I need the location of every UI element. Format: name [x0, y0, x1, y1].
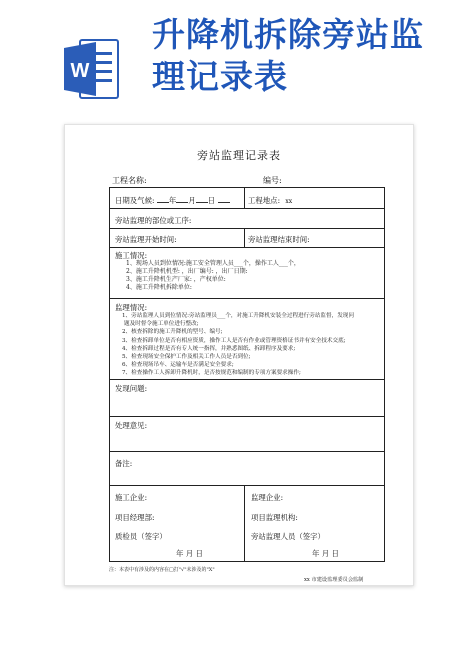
banner-title-line1: 升降机拆除旁站监: [152, 15, 424, 54]
date-blank[interactable]: [157, 202, 169, 203]
construction-item: 3、施工升降机生产厂家: ，产权单位:: [126, 276, 226, 283]
divider: [244, 485, 245, 561]
record-form-table: [109, 187, 385, 562]
divider: [110, 451, 384, 452]
construction-item: 4、施工升降机拆除单位:: [126, 284, 192, 291]
problems-label: 发现问题:: [115, 384, 148, 393]
word-icon: [62, 36, 120, 102]
form-title: 旁站监理记录表: [197, 149, 281, 162]
supervisor-person-label: 旁站监理人员（签字）: [251, 532, 325, 541]
inspector-label: 质检员（签字）: [115, 532, 167, 541]
supervision-item: 6、检查现场吊车、运输车是否满足安全要求;: [122, 362, 234, 369]
date-weather-row: [115, 195, 230, 206]
banner-title-line2: 理记录表: [152, 57, 288, 96]
divider: [110, 247, 384, 248]
site-row: [248, 195, 292, 206]
supervision-item: 1、旁站监理人员到位情况:旁站监理员___个，对施工升降机安装全过程进行旁站监督，发现问: [122, 313, 354, 319]
number-label: 编号:: [263, 176, 282, 185]
project-name-label: 工程名称:: [112, 176, 147, 185]
supervised-part-label: 旁站监理的部位或工序:: [115, 216, 192, 225]
construction-item: 2、施工升降机机型: ，出厂编号: ，出厂日期:: [126, 268, 248, 275]
supervision-item: 5、检查现场安全保护工作及相关工作人员是否到位;: [122, 354, 251, 361]
divider: [110, 228, 384, 229]
date-weather-label: 日期及气候:: [115, 196, 155, 205]
divider: [244, 188, 245, 208]
handling-label: 处理意见:: [115, 421, 148, 430]
contractor-label: 施工企业:: [115, 493, 148, 502]
remarks-label: 备注:: [115, 459, 133, 468]
divider: [110, 208, 384, 209]
construction-list: [126, 260, 300, 292]
record-form-page: [64, 124, 414, 586]
date-day: 日: [207, 196, 216, 205]
supervision-item: 4、检查拆卸过程是否有专人统一指挥，并熟悉图纸、拆卸程序及要求;: [122, 345, 296, 352]
construction-heading: 施工情况:: [115, 251, 148, 260]
site-value: xx: [285, 198, 293, 205]
construction-item: 1、现场人员到位情况:施工安全管理人员___个，操作工人___个，: [126, 260, 300, 267]
supervisor-company-label: 监理企业:: [251, 493, 284, 502]
date-year: 年: [168, 196, 177, 205]
project-manager-label: 项目经理部:: [115, 513, 155, 522]
end-time-label: 旁站监理结束时间:: [248, 235, 310, 244]
supervision-item: 7、检查操作工人拆卸升降机时，是否按规范和编制的专项方案要求操作;: [122, 370, 301, 377]
date-month: 月: [188, 196, 196, 205]
supervision-heading: 监理情况:: [115, 303, 148, 312]
start-time-label: 旁站监理开始时间:: [115, 235, 177, 244]
supervision-item: 题及时督令施工单位进行整改;: [124, 321, 199, 328]
divider: [244, 228, 245, 247]
form-footnote: 注：本表中有涉及的内容在□打"√"未涉及的"X": [109, 567, 215, 573]
weather-blank[interactable]: [218, 202, 230, 203]
divider: [110, 298, 384, 299]
divider: [110, 485, 384, 486]
banner-title: [152, 14, 464, 98]
header-banner: [0, 0, 474, 110]
supervision-item: 3、检查拆卸单位是否有相应资质，操作工人是否有作业或管理资格证书并有安全技术交底;: [122, 337, 346, 344]
contractor-sign-date: 年 月 日: [176, 549, 203, 558]
word-icon-letter: W: [70, 60, 90, 82]
supervision-org-label: 项目监理机构:: [251, 513, 298, 522]
divider: [110, 379, 384, 380]
supervisor-sign-date: 年 月 日: [312, 549, 339, 558]
issuing-authority: xx 市建设监理委员会监制: [304, 577, 364, 583]
month-blank[interactable]: [176, 202, 188, 203]
day-blank[interactable]: [196, 202, 208, 203]
supervision-list: [122, 312, 354, 378]
site-label: 工程地点:: [248, 196, 281, 205]
supervision-item: 2、核查拆除的施工升降机的型号、编号;: [122, 329, 223, 336]
divider: [110, 416, 384, 417]
